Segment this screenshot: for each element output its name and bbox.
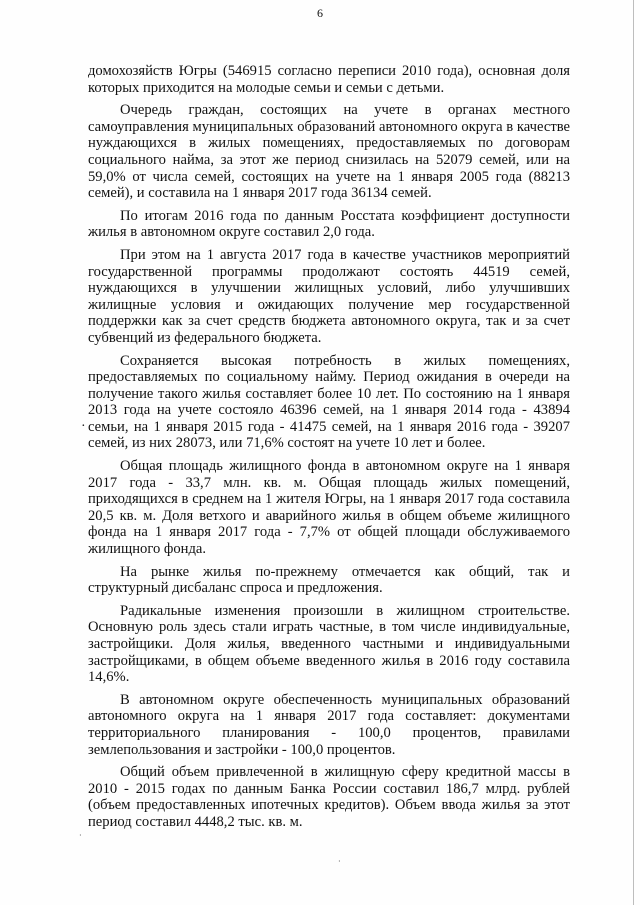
scan-speck: · (79, 831, 82, 840)
paragraph-2: Очередь граждан, состоящих на учете в органах местного самоуправления муниципальных образований автономного округа в качестве нуждающихся в жилых помещениях, предоставляемых по договорам социального найма, за этот же период снизилась на 52079 семей, или на 59,0% от числа семей, состоящих на учете на 1 января 2005 года (88213 семей), и составила на 1 января 2017 года 36134 семей. (88, 102, 570, 202)
paragraph-4: При этом на 1 августа 2017 года в качестве участников мероприятий государственной программы продолжают состоять 44519 семей, нуждающихся в улучшении жилищных условий, либо улучшивших жилищные условия и ожидающих получение мер государственной поддержки как за счет средств бюджета автономного округа, так и за счет субвенций из федерального бюджета. (88, 246, 570, 346)
paragraph-1: домохозяйств Югры (546915 согласно переписи 2010 года), основная доля которых приходится на молодые семьи и семьи с детьми. (88, 63, 570, 96)
scan-edge (633, 0, 634, 905)
paragraph-3: По итогам 2016 года по данным Росстата коэффициент доступности жилья в автономном округе составил 2,0 года. (88, 207, 570, 241)
paragraph-9: В автономном округе обеспеченность муниципальных образований автономного округа на 1 января 2017 года составляет: документами территориального планирования - 100,0 процентов, правилами землепользования и застройки - 100,0 процентов. (88, 691, 570, 758)
paragraph-10: Общий объем привлеченной в жилищную сферу кредитной массы в 2010 - 2015 годах по данным Банка России составил 186,7 млрд. рублей (объем предоставленных ипотечных кредитов). Объем ввода жилья за этот период составил 4448,2 тыс. кв. м. (88, 764, 570, 830)
paragraph-7: На рынке жилья по-прежнему отмечается как общий, так и структурный дисбаланс спроса и предложения. (88, 563, 570, 597)
paragraph-6: Общая площадь жилищного фонда в автономном округе на 1 января 2017 года - 33,7 млн. кв. м. Общая площадь жилых помещений, приходящихся в среднем на 1 жителя Югры, на 1 января 2017 года составила 20,5 кв. м. Доля ветхого и аварийного жилья в общем объеме жилищного фонда на 1 января 2017 года - 7,7% от общей площади обслуживаемого жилищного фонда. (88, 458, 570, 558)
document-body (88, 63, 570, 837)
page-number: 6 (317, 6, 323, 20)
paragraph-5: Сохраняется высокая потребность в жилых помещениях, предоставляемых по социальному найму. Период ожидания в очереди на получение такого жилья составляет более 10 лет. По состоянию на 1 января 2013 года на учете состояло 46396 семей, на 1 января 2014 года - 43894 семьи, на 1 января 2015 года - 41475 семей, на 1 января 2016 года - 39207 семей, из них 28073, или 71,6% состоят на учете 10 лет и более. (88, 352, 570, 452)
scan-mark: · (81, 419, 86, 434)
scan-speck: · (338, 857, 341, 866)
paragraph-8: Радикальные изменения произошли в жилищном строительстве. Основную роль здесь стали играть частные, в том числе индивидуальные, застройщики. Доля жилья, введенного частными и индивидуальными застройщиками, в общем объеме введенного жилья в 2016 году составила 14,6%. (88, 602, 570, 686)
